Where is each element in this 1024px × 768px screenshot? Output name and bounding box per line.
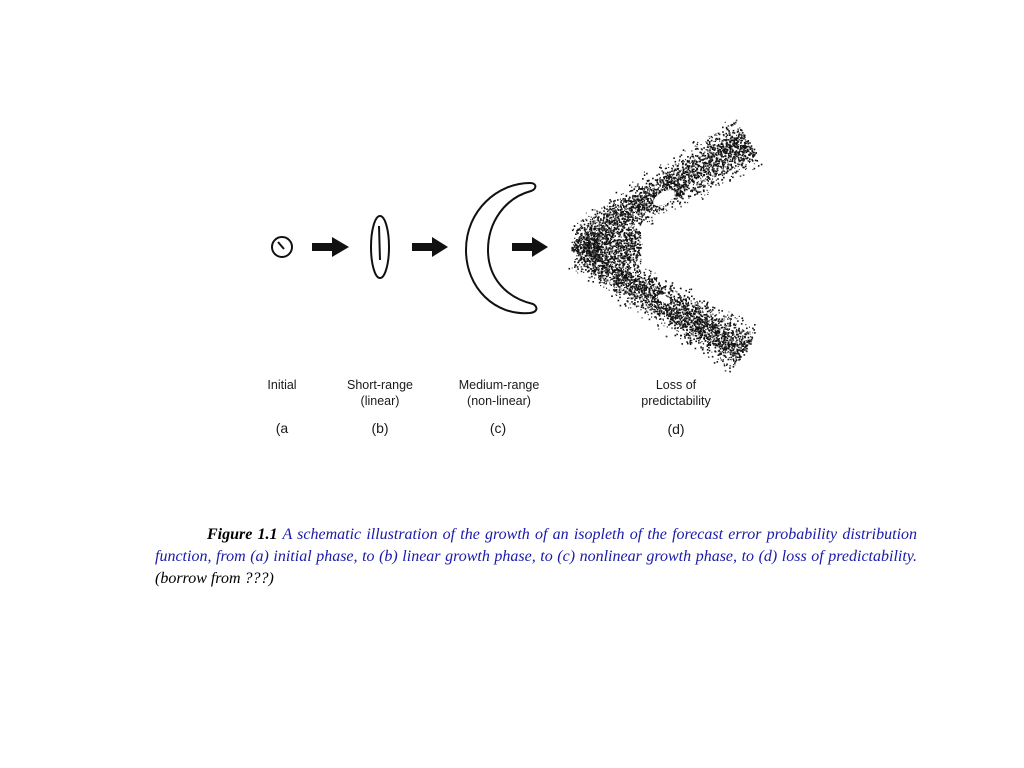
initial-circle-shape (272, 237, 292, 257)
stage-letter-b: (b) (371, 420, 389, 436)
linear-ellipse-shape (371, 216, 389, 278)
arrow-right-icon (312, 237, 349, 257)
arrow-right-icon (512, 237, 548, 257)
predictability-loss-scatter-cloud (569, 120, 763, 373)
stage-letter-c: (c) (489, 420, 507, 436)
stage-label-medium-range: Medium-range (non-linear) (458, 378, 540, 408)
stage-letter-a: (a (275, 420, 289, 436)
caption-note: (borrow from ???) (155, 570, 274, 587)
stage-label-loss-of-predictability: Loss of predictability (641, 378, 711, 408)
figure-caption (155, 524, 917, 590)
caption-label: Figure 1.1 (207, 526, 278, 543)
arrow-right-icon (412, 237, 448, 257)
stage-label-initial: Initial (267, 378, 297, 392)
stage-letter-d: (d) (667, 421, 685, 437)
caption-description: A schematic illustration of the growth of an isopleth of the forecast error probability distribution function, from (a) initial phase, to (b) linear growth phase, to (c) nonlinear growth phase, to (d) loss of predictability. (155, 526, 918, 565)
stage-label-short-range: Short-range (linear) (346, 378, 413, 408)
